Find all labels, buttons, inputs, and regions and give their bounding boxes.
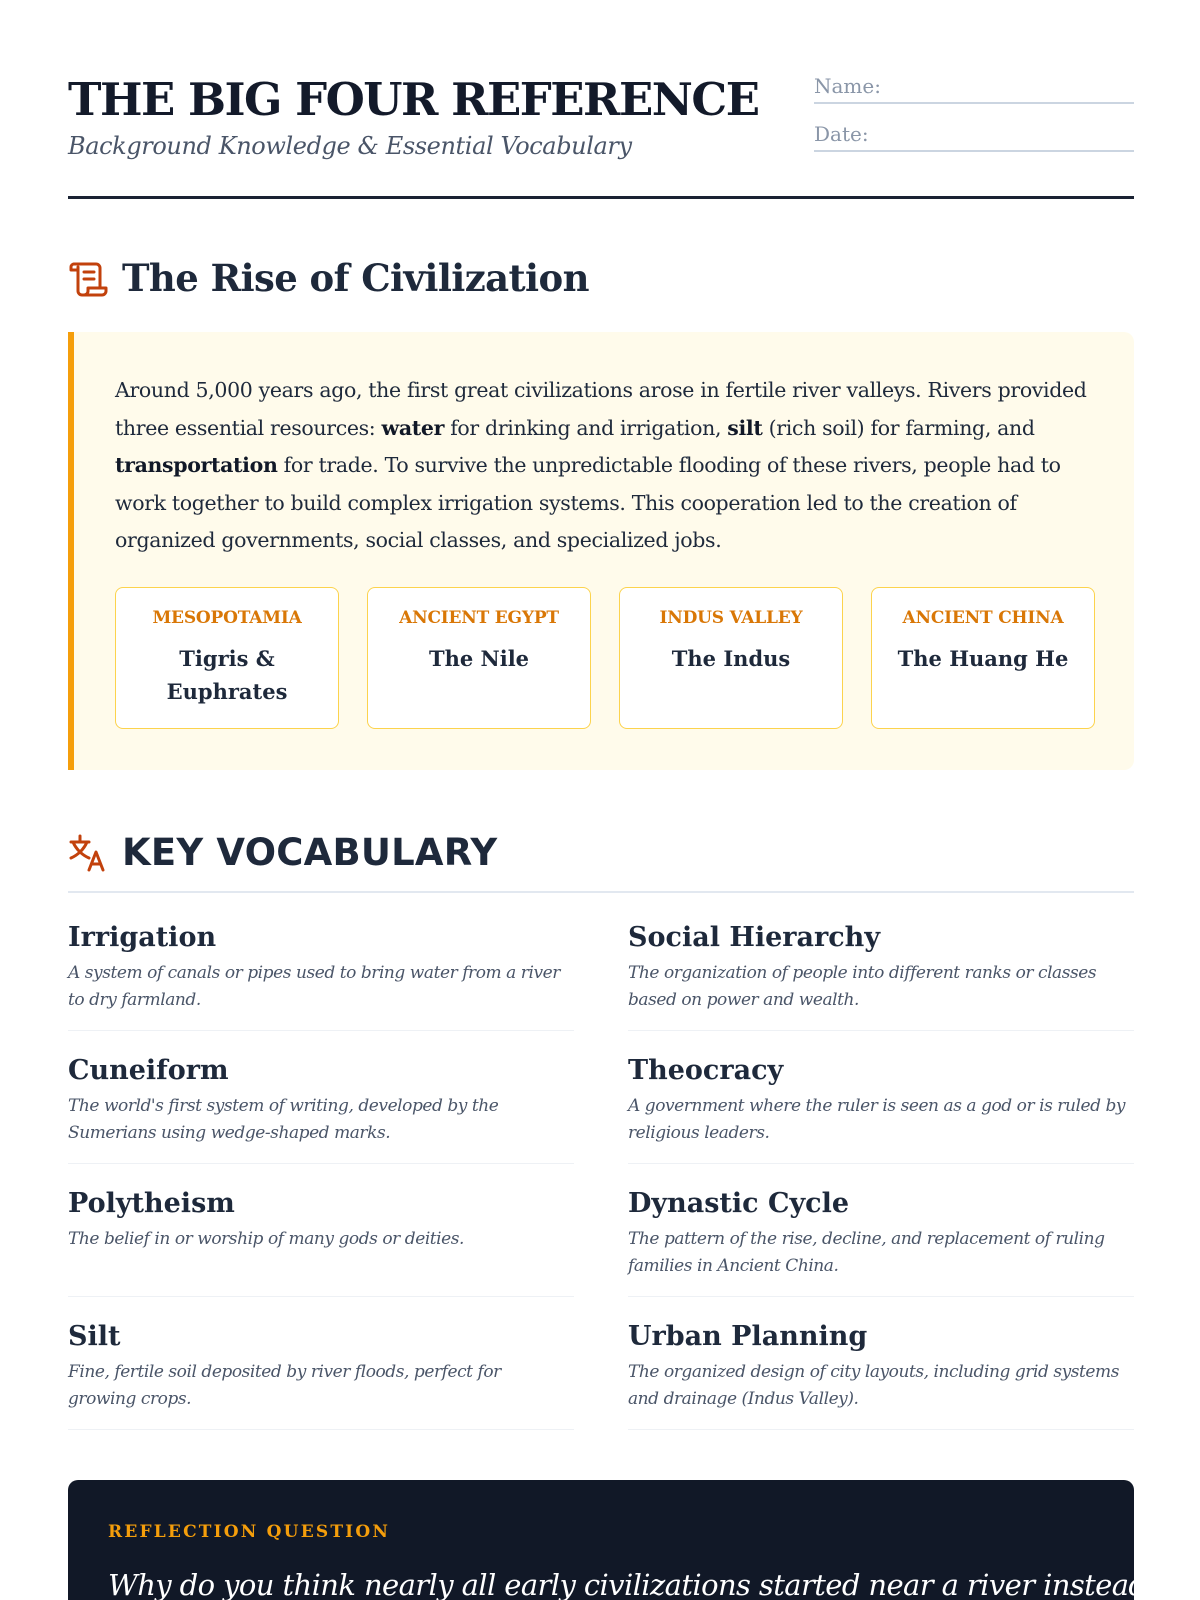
rise-heading-text: The Rise of Civilization [122, 256, 589, 300]
keyword-silt: silt [727, 415, 763, 440]
card-region: ANCIENT CHINA [902, 608, 1064, 628]
vocab-item-social-hierarchy [628, 920, 1134, 1031]
worksheet-header [68, 68, 1134, 199]
vocab-definition: A government where the ruler is seen as a god or is ruled by religious leaders. [628, 1096, 1126, 1143]
worksheet-page [68, 0, 1147, 1600]
vocab-term: Social Hierarchy [628, 922, 881, 953]
vocab-term: Polytheism [68, 1188, 235, 1219]
card-river: Tigris & Euphrates [166, 646, 288, 704]
rise-panel [68, 332, 1134, 770]
vocab-definition: The organized design of city layouts, including grid systems and drainage (Indus Valley). [628, 1362, 1119, 1409]
rise-paragraph [115, 372, 1095, 560]
vocab-item-irrigation [68, 920, 574, 1031]
rise-text-1: Around 5,000 years ago, the first great civilizations arose in fertile river valleys. Rivers provided three essential resources: [115, 378, 1087, 440]
vocab-definition: Fine, fertile soil deposited by river floods, perfect for growing crops. [68, 1362, 501, 1409]
translate-icon [68, 832, 108, 872]
page-title: THE BIG FOUR REFERENCE [68, 73, 759, 126]
date-field[interactable] [814, 116, 1134, 152]
rise-text-4: for trade. To survive the unpredictable flooding of these rivers, people had to work together to build complex irrigation systems. This cooperation led to the creation of organized governments, social classes, and specialized jobs. [115, 453, 1061, 552]
river-card-egypt [367, 587, 591, 729]
vocab-item-cuneiform [68, 1053, 574, 1164]
vocab-section-heading [68, 826, 497, 878]
vocab-item-urban-planning [628, 1319, 1134, 1430]
rise-section-heading [68, 252, 589, 304]
card-river: The Huang He [897, 646, 1069, 671]
vocab-item-dynastic-cycle [628, 1186, 1134, 1297]
vocab-definition: The world's first system of writing, developed by the Sumerians using wedge-shaped marks. [68, 1096, 499, 1143]
keyword-transportation: transportation [115, 453, 278, 477]
vocab-definition: The organization of people into different ranks or classes based on power and wealth. [628, 963, 1097, 1010]
vocab-term: Cuneiform [68, 1055, 229, 1086]
river-card-mesopotamia [115, 587, 339, 729]
name-label: Name: [814, 74, 881, 98]
scroll-icon [68, 258, 108, 298]
river-cards [115, 587, 1095, 729]
card-river: The Indus [671, 646, 791, 671]
reflection-panel [68, 1480, 1147, 1600]
card-region: INDUS VALLEY [659, 608, 803, 628]
vocab-item-silt [68, 1319, 574, 1430]
card-river: The Nile [428, 646, 530, 671]
page-subtitle: Background Knowledge & Essential Vocabulary [68, 132, 632, 160]
vocab-term: Urban Planning [628, 1321, 868, 1352]
vocab-term: Irrigation [68, 922, 217, 953]
reflection-question: Why do you think nearly all early civilizations started near a river instead [108, 1568, 1147, 1600]
vocab-definition: A system of canals or pipes used to bring water from a river to dry farmland. [68, 963, 560, 1010]
vocab-term: Dynastic Cycle [628, 1188, 850, 1219]
vocab-divider [68, 891, 1134, 893]
reflection-label: REFLECTION QUESTION [108, 1522, 391, 1542]
vocab-definition: The pattern of the rise, decline, and replacement of ruling families in Ancient China. [628, 1229, 1105, 1276]
vocab-item-polytheism [68, 1186, 574, 1297]
vocab-heading-text: KEY VOCABULARY [122, 830, 498, 874]
keyword-water: water [381, 415, 445, 440]
river-card-indus [619, 587, 843, 729]
card-region: ANCIENT EGYPT [399, 608, 559, 628]
vocab-term: Theocracy [628, 1055, 784, 1086]
vocab-item-theocracy [628, 1053, 1134, 1164]
card-region: MESOPOTAMIA [152, 608, 302, 628]
date-label: Date: [814, 122, 869, 146]
name-field[interactable] [814, 68, 1134, 104]
vocab-definition: The belief in or worship of many gods or deities. [68, 1229, 465, 1249]
rise-text-2: for drinking and irrigation, [444, 415, 728, 440]
rise-text-3: (rich soil) for farming, and [762, 415, 1035, 440]
river-card-china [871, 587, 1095, 729]
vocab-term: Silt [68, 1321, 121, 1352]
